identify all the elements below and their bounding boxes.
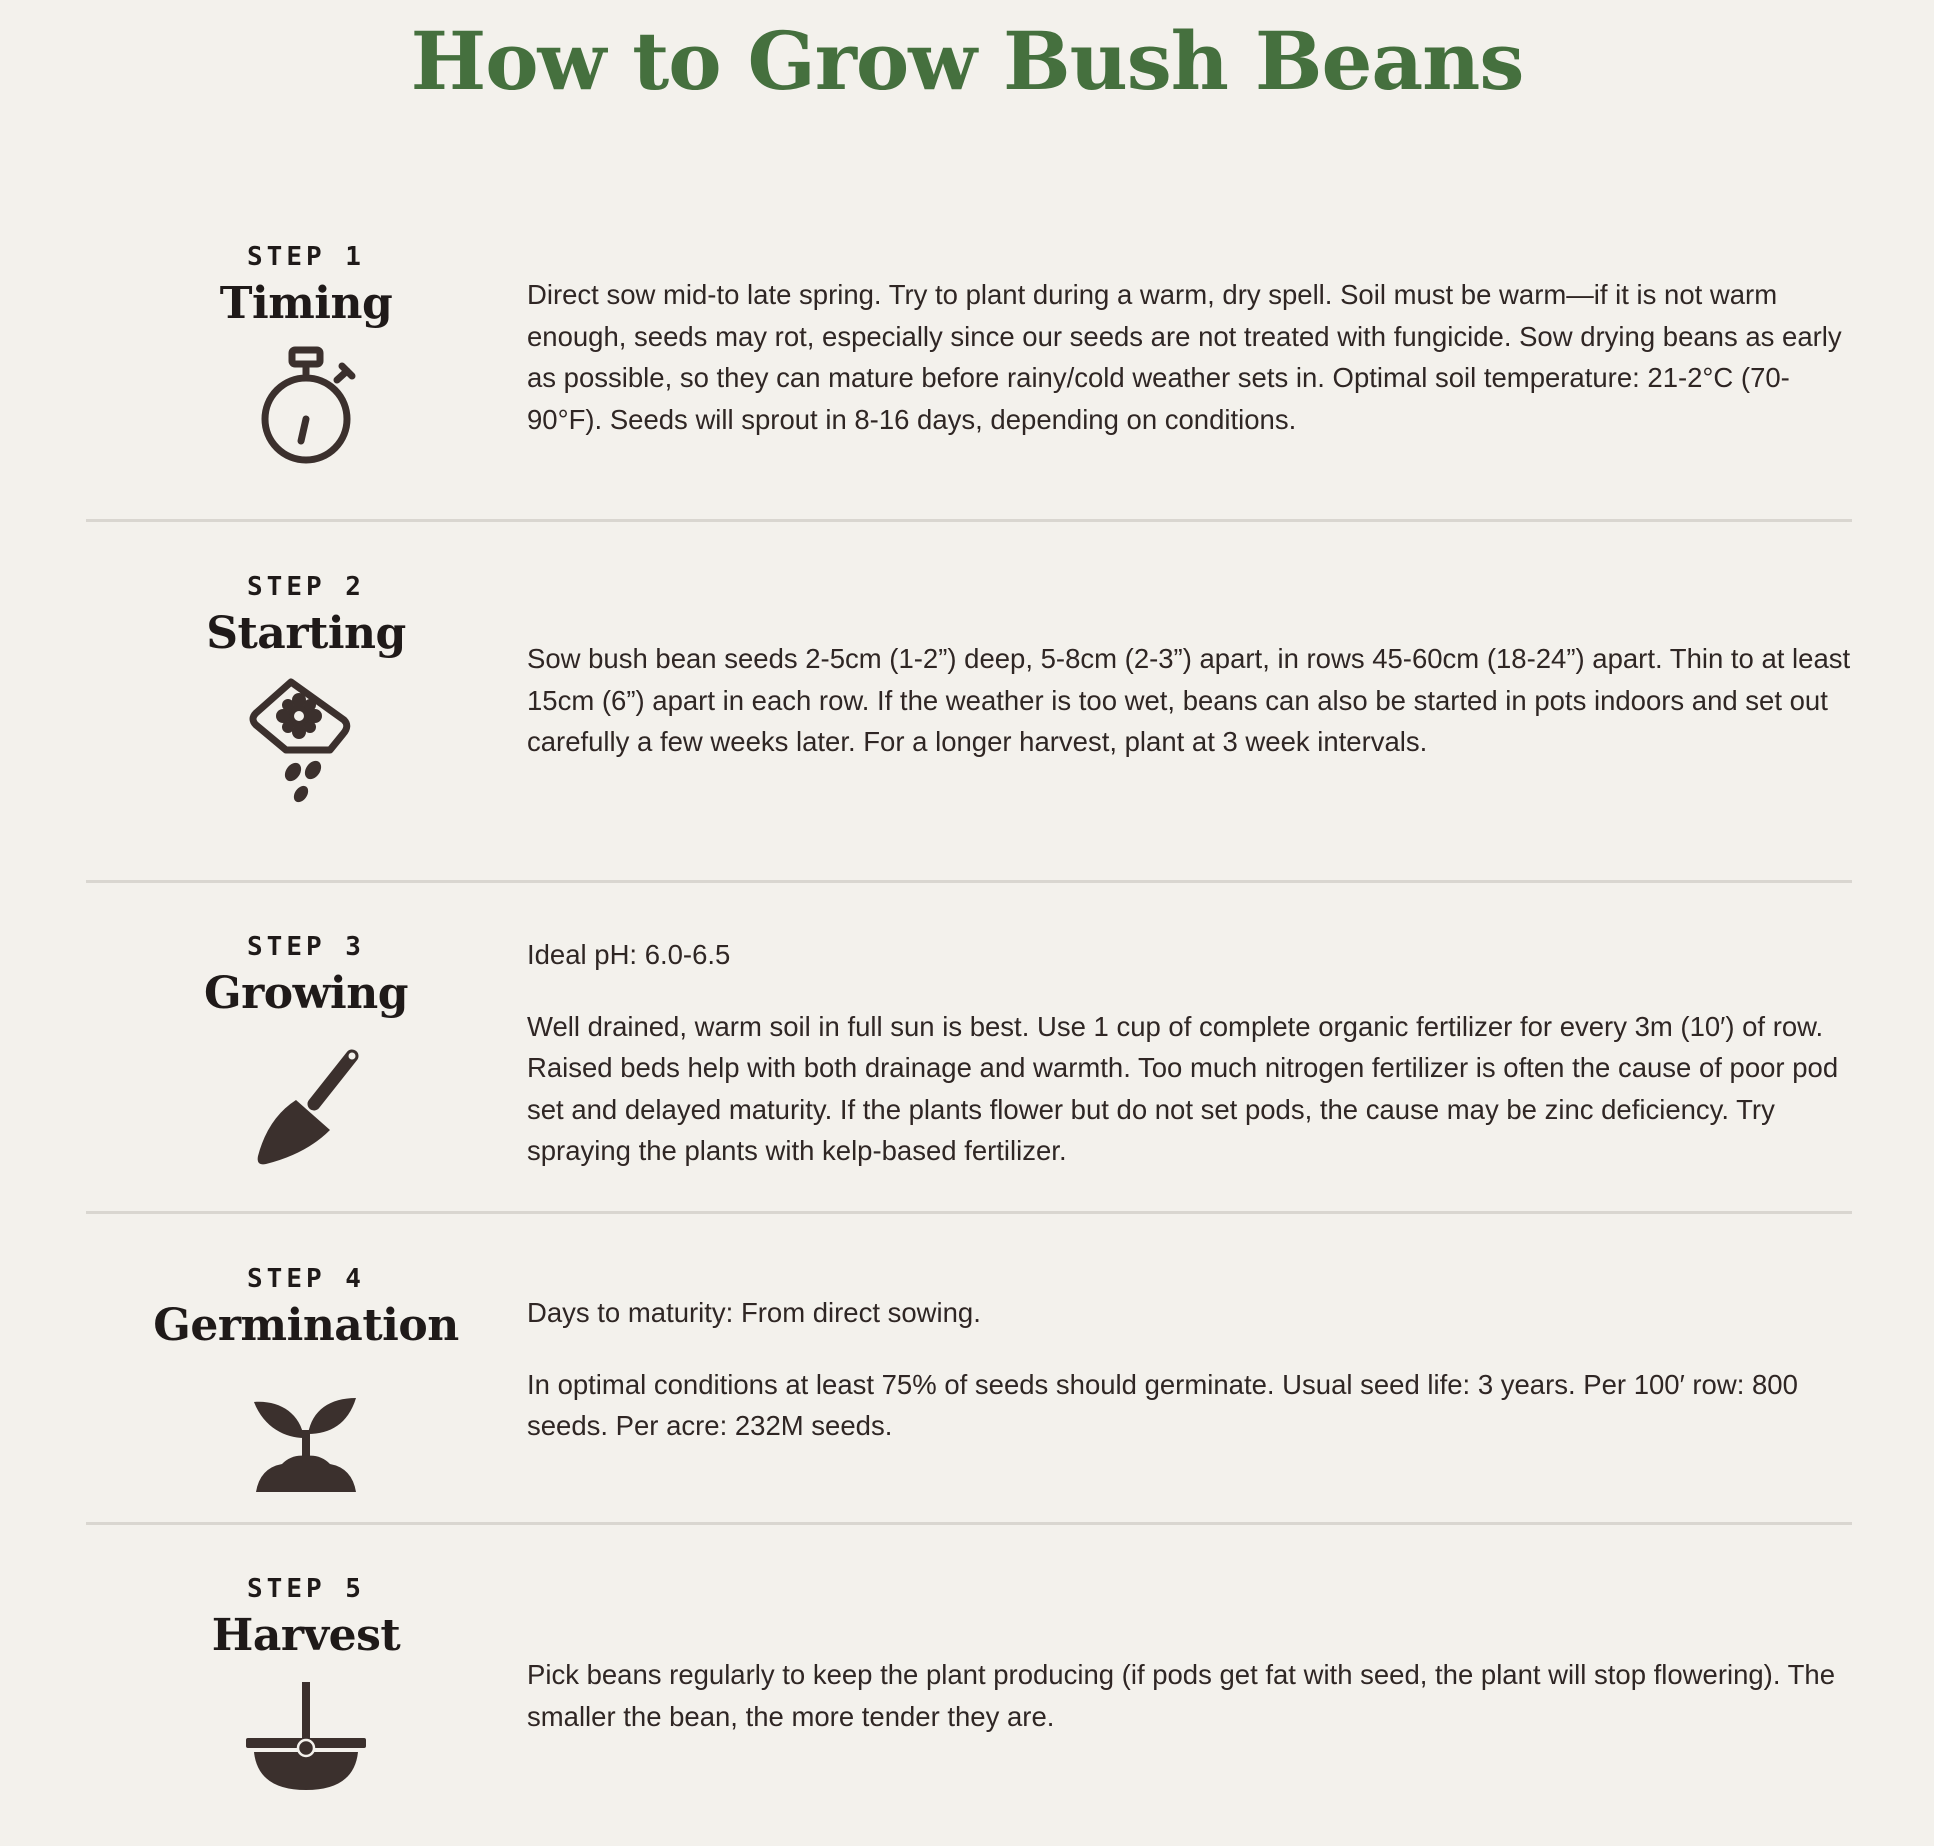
step-description <box>527 638 1852 763</box>
step-description <box>527 934 1852 1172</box>
step-growing <box>86 926 1852 1210</box>
sprout-icon <box>246 1368 366 1498</box>
seed-packet-icon <box>246 676 366 806</box>
step-starting <box>86 566 1852 880</box>
step-paragraph: Pick beans regularly to keep the plant producing (if pods get fat with seed, the plant will stop flowering). The smaller the bean, the more tender they are. <box>527 1659 1836 1732</box>
step-paragraph: In optimal conditions at least 75% of seeds should germinate. Usual seed life: 3 years. Per 100′ row: 800 seeds. Per acre: 232M seeds. <box>527 1368 1798 1441</box>
step-timing <box>86 236 1852 521</box>
page-title: How to Grow Bush Beans <box>410 14 1524 108</box>
step-number: STEP 5 <box>247 1574 365 1604</box>
section-divider <box>86 519 1852 522</box>
section-divider <box>86 1211 1852 1214</box>
step-number: STEP 2 <box>247 572 365 602</box>
step-germination <box>86 1258 1852 1522</box>
step-number: STEP 4 <box>247 1264 365 1294</box>
section-divider <box>86 880 1852 883</box>
step-title: Timing <box>219 278 393 329</box>
section-divider <box>86 1522 1852 1525</box>
step-title: Germination <box>153 1300 459 1351</box>
step-description <box>527 1654 1852 1737</box>
step-header <box>86 1568 526 1838</box>
step-title: Growing <box>204 968 408 1019</box>
step-header <box>86 1258 526 1522</box>
step-paragraph: Well drained, warm soil in full sun is best. Use 1 cup of complete organic fertilizer for every 3m (10′) of row. Raised beds help with both drainage and warmth. Too much nitrogen fertilizer is often the cause of poor pod set and delayed maturity. If the plants flower but do not set pods, the cause may be zinc deficiency. Try spraying the plants with kelp-based fertilizer. <box>527 1010 1839 1166</box>
stopwatch-icon <box>246 340 366 470</box>
step-title: Harvest <box>211 1610 401 1661</box>
step-harvest <box>86 1568 1852 1838</box>
step-title: Starting <box>206 608 406 659</box>
step-number: STEP 1 <box>247 242 365 272</box>
step-paragraph: Direct sow mid-to late spring. Try to plant during a warm, dry spell. Soil must be warm—if it is not warm enough, seeds may rot, especially since our seeds are not treated with fungicide. Sow drying beans as early as possible, so they can mature before rainy/cold weather sets in. Optimal soil temperature: 21-2°C (70-90°F). Seeds will sprout in 8-16 days, depending on conditions. <box>527 279 1842 435</box>
step-paragraph: Ideal pH: 6.0-6.5 <box>527 939 731 970</box>
step-paragraph: Sow bush bean seeds 2-5cm (1-2”) deep, 5-8cm (2-3”) apart, in rows 45-60cm (18-24”) apart. Thin to at least 15cm (6”) apart in each row. If the weather is too wet, beans can also be started in pots indoors and set out carefully a few weeks later. For a longer harvest, plant at 3 week intervals. <box>527 643 1851 757</box>
step-description <box>527 1292 1852 1447</box>
basket-icon <box>246 1678 366 1808</box>
step-header <box>86 566 526 880</box>
step-paragraph: Days to maturity: From direct sowing. <box>527 1297 981 1328</box>
step-header <box>86 926 526 1210</box>
step-number: STEP 3 <box>247 932 365 962</box>
trowel-icon <box>246 1036 366 1166</box>
step-header <box>86 236 526 521</box>
step-description <box>527 274 1852 440</box>
